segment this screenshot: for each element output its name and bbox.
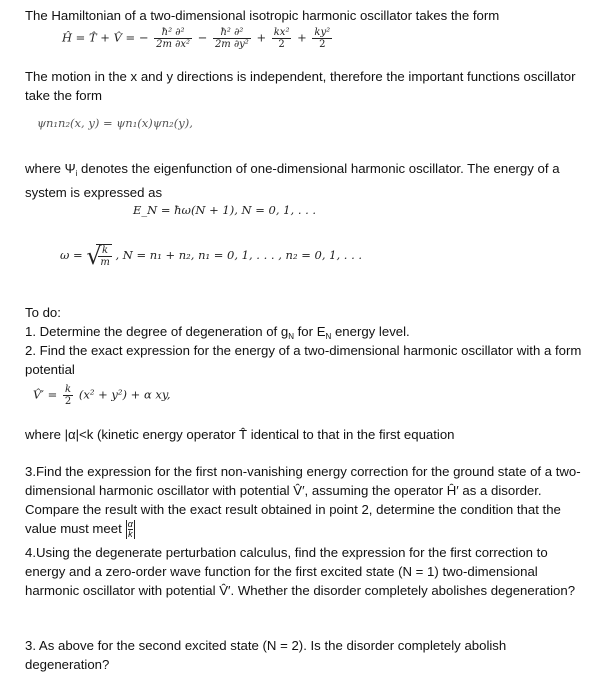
todo-item-2: 2. Find the exact expression for the energy of a two-dimensional harmonic oscillator with a form potential xyxy=(25,343,582,377)
potential-y-numerator: ky² xyxy=(314,27,331,38)
minus-sign: − xyxy=(197,30,208,45)
plus-sign-1: + xyxy=(256,30,267,45)
k-denominator: k xyxy=(128,529,133,540)
potential-y-denominator: 2 xyxy=(319,39,326,50)
eigen-text-subscript: i xyxy=(75,169,78,178)
k-half-numerator: k xyxy=(63,384,73,396)
kinetic-y-denominator: 2m ∂y² xyxy=(214,39,249,50)
m-denominator: m xyxy=(100,257,110,268)
motion-text: The motion in the x and y directions is independent, therefore the important functions oscillator take the form xyxy=(25,69,576,103)
kinetic-x-denominator: 2m ∂x² xyxy=(156,39,190,50)
kinetic-x-fraction xyxy=(154,27,192,50)
item1-text-a: 1. Determine the degree of degeneration of g xyxy=(25,324,289,339)
quantum-numbers: , N = n₁ + n₂, n₁ = 0, 1, . . . , n₂ = 0, 1, . . . xyxy=(115,248,363,262)
hamiltonian-lhs: Ĥ = T̂ + V̂ = − xyxy=(62,30,149,45)
potential-equation xyxy=(33,384,171,407)
intro-text: The Hamiltonian of a two-dimensional isotropic harmonic oscillator takes the form xyxy=(25,8,500,23)
kinetic-x-numerator: ħ² ∂² xyxy=(154,27,192,39)
item1-text-c: energy level. xyxy=(331,324,410,339)
condition-text: where |α|<k (kinetic energy operator T̂ identical to that in the first equation xyxy=(25,427,455,442)
todo-item-5: 3. As above for the second excited state (N = 2). Is the disorder completely abolish degeneration? xyxy=(25,638,507,672)
k-half-fraction xyxy=(63,384,73,407)
sqrt-k-over-m: √ $\frac{k}{m}$ xyxy=(86,242,110,270)
eigen-text-end: denotes the eigenfunction of one-dimensional harmonic oscillator. The energy of a system is expressed as xyxy=(25,161,560,200)
kinetic-y-fraction xyxy=(213,27,251,50)
todo-item-4: 4.Using the degenerate perturbation calculus, find the expression for the first correction to energy and a zero-order wave function for the first excited state (N = 1) two-dimensional harmonic oscillator with potential V̂′. Whether the disorder completely abolishes degeneration? xyxy=(25,545,576,598)
kinetic-y-numerator: ħ² ∂² xyxy=(213,27,251,39)
plus-sign-2: + xyxy=(297,30,307,45)
potential-lhs: V̂′ = xyxy=(33,387,61,402)
wavefunction-equation: ψn₁n₂(x, y) = ψn₁(x)ψn₂(y), xyxy=(37,116,193,130)
potential-rest: (x² + y²) + α xy, xyxy=(78,387,171,402)
todo-title: To do: xyxy=(25,305,61,320)
energy-equation: E_N = ħω(N + 1), N = 0, 1, . . . xyxy=(133,203,317,217)
k-half-denominator: 2 xyxy=(64,396,72,407)
alpha-numerator: α xyxy=(127,519,133,530)
eigen-text xyxy=(25,159,589,202)
item1-sub-e: N xyxy=(325,332,332,341)
item1-text-b: for E xyxy=(293,324,326,339)
potential-x-numerator: kx² xyxy=(273,27,290,38)
alpha-over-k-fraction xyxy=(126,520,135,539)
potential-y-fraction xyxy=(312,27,332,50)
item1-sub-g: N xyxy=(288,332,294,341)
eigen-text-start: where Ψ xyxy=(25,161,76,176)
item3-text: 3.Find the expression for the first non-vanishing energy correction for the ground state of a two-dimensional harmonic oscillator with potential V̂′, assuming the operator Ĥ′ as a disorder. Compare the result with the exact result obtained in point 2, determine the condition that the value must meet xyxy=(25,464,581,536)
omega-equation xyxy=(60,244,362,268)
todo-item-3 xyxy=(25,462,589,539)
potential-x-fraction xyxy=(272,27,292,50)
hamiltonian-equation xyxy=(62,27,334,50)
omega-lhs: ω = xyxy=(60,248,83,262)
k-numerator: k xyxy=(98,245,111,257)
potential-x-denominator: 2 xyxy=(278,39,285,50)
